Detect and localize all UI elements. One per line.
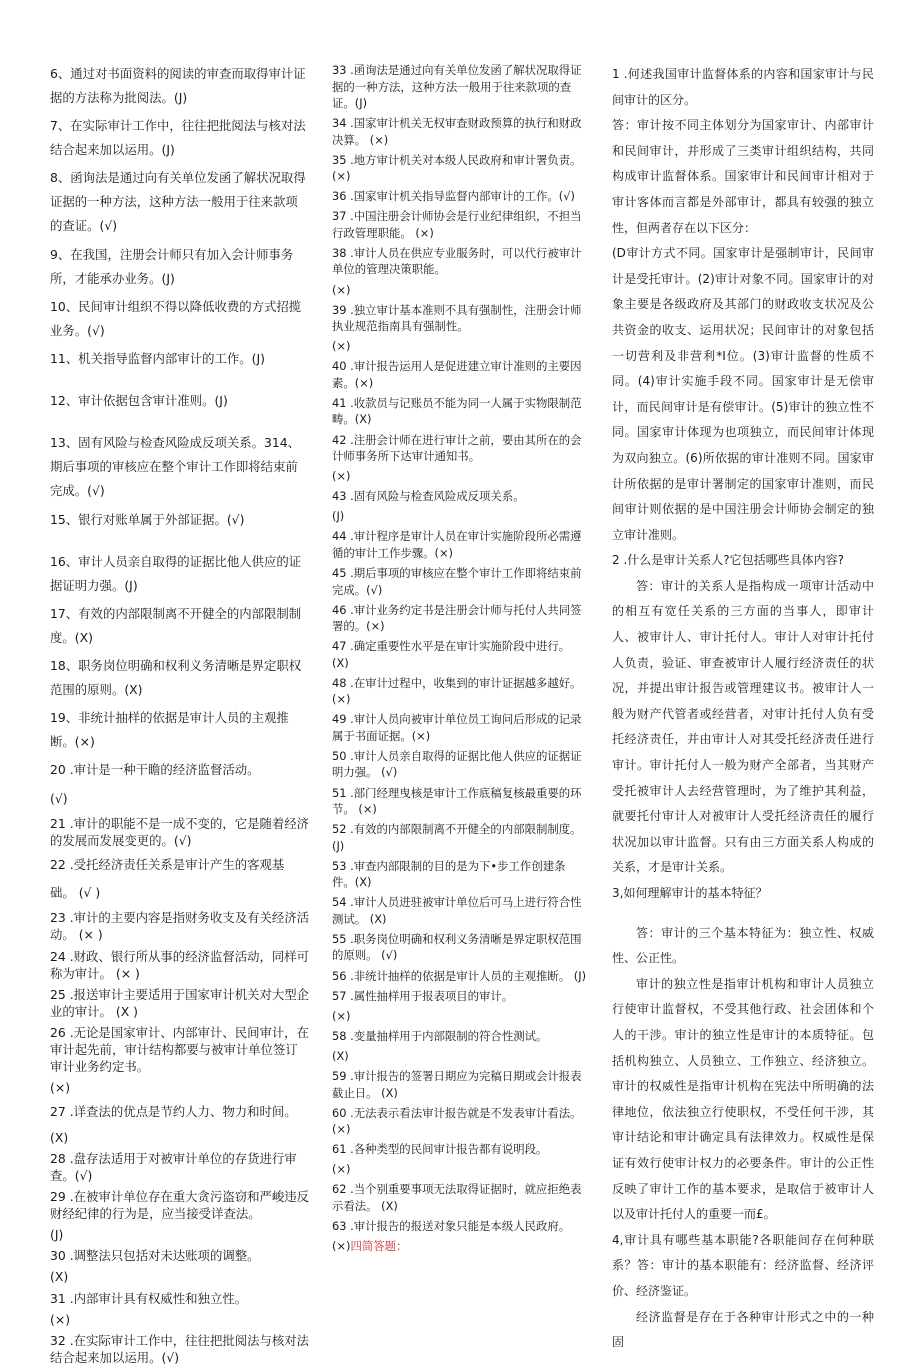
answer-mark: (×) xyxy=(332,1239,351,1254)
question-item: 41 .收款员与记账员不能为同一人属于实物限制范畴。(X) xyxy=(332,395,582,427)
question-item: 45 .期后事项的审核应在整个审计工作即将结束前完成。(√) xyxy=(332,566,582,597)
question-item: 8、函询法是通过向有关单位发函了解状况取得证据的一种方法，这种方法一般用于往来款项的查证。(√) xyxy=(50,170,306,234)
last-answer-line xyxy=(332,1238,588,1255)
question-item: (×) xyxy=(332,282,351,297)
question-item: 20 .审计是一种干瞻的经济监督活动。 xyxy=(50,762,260,778)
question-item: (X) xyxy=(50,1269,69,1285)
question-item: 46 .审计业务约定书是注册会计师与托付人共同签署的。(×) xyxy=(332,602,582,634)
essay-answer: 经济监督是存在于各种审计形式之中的一种固 xyxy=(612,1309,874,1350)
question-item: 25 .报送审计主要适用于国家审计机关对大型企业的审计。 (X ) xyxy=(50,986,310,1019)
question-item: 34 .国家审计机关无权审查财政预算的执行和财政决算。 (×) xyxy=(332,116,582,147)
question-item: 础。 (√ ) xyxy=(50,885,101,901)
question-item: 60 .无法表示看法审计报告就是不发表审计看法。(×) xyxy=(332,1105,582,1137)
essay-question: 2 .什么是审计关系人?它包括哪些具体内容? xyxy=(612,553,845,568)
essay-answer: 答：审计按不同主体划分为国家审计、内部审计和民间审计，并形成了三类审计组织结构，共同构成审计监督体系。国家审计和民间审计相对于审计客体而言都是外部审计，都具有较强的独立性，但两者存在以下区分： xyxy=(612,118,874,235)
question-item: (×) xyxy=(50,1080,71,1096)
question-item: 57 .属性抽样用于报表项目的审计。 xyxy=(332,988,514,1003)
question-item: 38 .审计人员在供应专业服务时，可以代行被审计单位的管理决策职能。 xyxy=(332,245,582,277)
question-item: 10、民间审计组织不得以降低收费的方式招揽业务。(√) xyxy=(50,298,302,338)
essay-answer: (D审计方式不同。国家审计是强制审计，民间审计是受托审计。(2)审计对象不同。国家审计的对象主要是各级政府及其部门的财政收支状况及公共资金的收支、运用状况；民间审计的对象包括一切营利及非营利*I位。(3)审计监督的性质不同。(4)审计实施手段不同。国家审计是无偿审计，而民间审计是有偿审计。(5)审计的独立性不同。国家审计体现为也项独立，而民间审计体现为双向独立。(6)所依据的审计准则不同。国家审计所依据的是审计署制定的国家审计准则，而民间审计则依据的是中国注册会计师协会制定的独立审计准则。 xyxy=(612,246,874,542)
question-item: 52 .有效的内部限制离不开健全的内部限制制度。(J) xyxy=(332,822,582,853)
question-item: (J) xyxy=(50,1227,64,1243)
essay-answer: 答：审计的三个基本特征为：独立性、权威性、公正性。 xyxy=(612,925,874,966)
question-item: 16、审计人员亲自取得的证据比他人供应的证据证明力强。(J) xyxy=(50,553,302,593)
question-item: 44 .审计程序是审计人员在审计实施阶段所必需遵循的审计工作步骤。(×) xyxy=(332,529,582,560)
essay-answer: 审计的独立性是指审计机构和审计人员独立行使审计监督权，不受其他行政、社会团体和个人的干涉。审计的独立性是审计的本质特征。包括机构独立、人员独立、工作独立、经济独立。审计的权威性是指审计机构在宪法中所明确的法律地位，依法独立行使职权，不受任何干涉，其审计结论和审计确定具有法律效力。权威性是保证有效行使审计权力的必要条件。审计的公正性反映了审计工作的基本要求，是取信于被审计人以及审计托付人的重要一而£。 xyxy=(612,976,874,1222)
question-item: 17、有效的内部限制离不开健全的内部限制制度。(X) xyxy=(50,605,302,645)
essay-question: 1 .何述我国审计监督体系的内容和国家审计与民间审计的区分。 xyxy=(612,67,874,107)
question-item: 33 .函询法是通过向有关单位发函了解状况取得证据的一种方法，这种方法一般用于往来款项的查证。(J) xyxy=(332,63,582,110)
question-item: 55 .职务岗位明确和权利义务清晰是界定职权范围的原则。 (√) xyxy=(332,931,582,963)
question-item: 23 .审计的主要内容是指财务收支及有关经济活动。 (× ) xyxy=(50,910,310,943)
question-item: 22 .受托经济责任关系是审计产生的客观基 xyxy=(50,857,285,872)
question-item: 31 .内部审计具有权威性和独立性。 xyxy=(50,1290,248,1306)
question-item: 43 .固有风险与检查风险成反项关系。 xyxy=(332,489,525,504)
question-item: 59 .审计报告的签署日期应为完稿日期或会计报表截止日。 (X) xyxy=(332,1069,582,1100)
question-item: 29 .在被审计单位存在重大贪污盗窃和严峻违反财经纪律的行为是，应当接受详查法。 xyxy=(50,1188,310,1221)
question-item: 40 .审计报告运用人是促进建立审计准则的主要因素。(×) xyxy=(332,359,582,390)
question-item: 11、机关指导监督内部审计的工作。(J) xyxy=(50,350,265,366)
essay-question: 3,如何理解审计的基本特征？ xyxy=(612,886,768,900)
question-item: 58 .变量抽样用于内部限制的符合性测试。 xyxy=(332,1028,548,1043)
essay-question: 4,审计具有哪些基本职能?各职能间存在何种联系？答：审计的基本职能有：经济监督、经济评价、经济鉴证。 xyxy=(612,1232,874,1298)
question-item: 37 .中国注册会计师协会是行业纪律组织，不担当行政管理职能。 (×) xyxy=(332,209,582,240)
question-item: (X) xyxy=(332,1048,349,1063)
question-item: 50 .审计人员亲自取得的证据比他人供应的证据证明力强。 (√) xyxy=(332,748,582,780)
question-item: 13、固有风险与检查风险成反项关系。314、期后事项的审核应在整个审计工作即将结束前完成。(√) xyxy=(50,435,301,499)
question-item: (X) xyxy=(50,1129,69,1145)
question-item: (×) xyxy=(50,1311,71,1327)
question-item: 54 .审计人员进驻被审计单位后可马上进行符合性测试。 (X) xyxy=(332,895,582,926)
question-item: 61 .各种类型的民间审计报告都有说明段。 xyxy=(332,1142,548,1157)
question-item: 62 .当个别重要事项无法取得证据时，就应拒绝表示看法。 (X) xyxy=(332,1182,582,1213)
question-item: 21 .审计的职能不是一成不变的，它是随着经济的发展而发展变更的。(√) xyxy=(50,815,310,848)
question-item: 19、非统计抽样的依据是审计人员的主观推断。(×) xyxy=(50,710,289,750)
question-item: 51 .部门经理曳核是审计工作底稿复核最重要的环节。 (×) xyxy=(332,785,582,817)
question-item: 36 .国家审计机关指导监督内部审计的工作。(√) xyxy=(332,189,575,204)
question-item: (×) xyxy=(332,469,351,484)
question-item: 63 .审计报告的报送对象只能是本级人民政府。 xyxy=(332,1218,571,1233)
left-column xyxy=(50,62,310,1370)
question-item: 48 .在审计过程中，收集到的审计证据越多越好。(×) xyxy=(332,675,582,707)
question-item: 30 .调整法只包括对未达账项的调整。 xyxy=(50,1248,260,1264)
question-item: 12、审计依据包含审计准则。(J) xyxy=(50,393,228,409)
question-item: 26 .无论是国家审计、内部审计、民间审计，在审计起先前，审计结构都要与被审计单位签订审计业务约定书。 xyxy=(50,1024,310,1074)
question-item: (×) xyxy=(332,1008,351,1023)
question-item: 6、通过对书面资料的阅读的审查而取得审计证据的方法称为批阅法。(J) xyxy=(50,66,306,105)
question-item: 24 .财政、银行所从事的经济监督活动，同样可称为审计。 (× ) xyxy=(50,948,310,981)
question-item: 53 .审查内部限制的目的是为下•步工作创建条件。(X) xyxy=(332,858,566,890)
question-item: 27 .详查法的优点是节约人力、物力和时间。 xyxy=(50,1104,297,1120)
question-item: 15、银行对账单属于外部证据。(√) xyxy=(50,511,245,527)
question-item: (√) xyxy=(50,790,68,806)
question-item: (J) xyxy=(332,509,345,524)
question-item: (×) xyxy=(332,1162,351,1177)
question-item: 47 .确定重要性水平是在审计实施阶段中进行。 (X) xyxy=(332,639,571,670)
question-item: (×) xyxy=(332,339,351,354)
question-item: 18、职务岗位明确和权利义务清晰是界定职权范围的原则。(X) xyxy=(50,658,302,698)
middle-column xyxy=(332,62,588,1258)
question-item: 9、在我国，注册会计师只有加入会计师事务所，才能承办业务。(J) xyxy=(50,246,294,286)
question-item: 7、在实际审计工作中，往往把批阅法与核对法结合起来加以运用。(J) xyxy=(50,118,306,158)
question-item: 28 .盘存法适用于对被审计单位的存货进行审查。(√) xyxy=(50,1150,297,1183)
question-item: 42 .注册会计师在进行审计之前，要由其所在的会计师事务所下达审计通知书。 xyxy=(332,432,582,464)
section-title: 四简答题： xyxy=(350,1239,408,1254)
question-item: 49 .审计人员向被审计单位员工询问后形成的记录属于书面证据。(×) xyxy=(332,712,582,743)
question-item: 56 .非统计抽样的依据是审计人员的主观推断。 (J) xyxy=(332,968,587,983)
question-item: 35 .地方审计机关对本级人民政府和审计署负责。(×) xyxy=(332,152,582,184)
question-item: 32 .在实际审计工作中，往往把批阅法与核对法结合起来加以运用。(√) xyxy=(50,1333,310,1365)
right-column xyxy=(612,62,874,1356)
essay-answer: 答：审计的关系人是指构成一项审计活动中的相互有宽任关系的三方面的当事人，即审计人、被审计人、审计托付人。审计人对审计托付人负责，验证、审查被审计人履行经济责任的状况，并提出审计报告或管理建议书。被审计人一般为财产代管者或经营者，对审计托付人负有受托经济责任，并由审计人对其受托经济责任进行审计。审计托付人一般为财产全部者，当其财产受托被审计人去经营管理时，为了维护其利益，就要托付审计人对被审计人受托经济责任的履行状况加以审计监督。只有由三方面关系人构成的关系，才是审计关系。 xyxy=(612,578,874,875)
question-item: 39 .独立审计基本准则不具有强制性，注册会计师执业规范指南具有强制性。 xyxy=(332,302,582,334)
